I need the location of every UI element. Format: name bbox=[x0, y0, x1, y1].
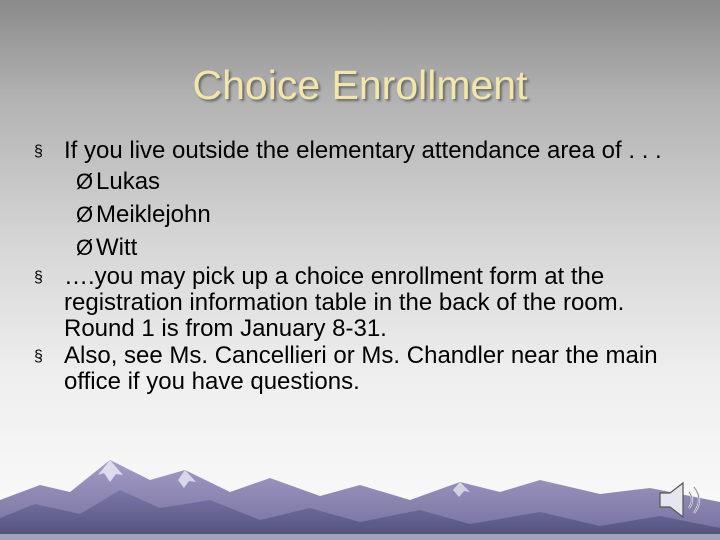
sub-bullet-item bbox=[34, 231, 674, 264]
bullet-marker: § bbox=[34, 269, 43, 286]
speaker-icon[interactable] bbox=[654, 478, 710, 522]
sub-bullet-item bbox=[34, 198, 674, 231]
bullet-text: If you live outside the elementary attendance area of . . . bbox=[64, 137, 662, 164]
sub-bullet-text: Meiklejohn bbox=[96, 201, 211, 228]
bullet-item bbox=[34, 264, 674, 342]
mountain-range-illustration bbox=[0, 430, 720, 540]
sub-bullet-text: Witt bbox=[96, 234, 138, 261]
bullet-text: ….you may pick up a choice enrollment form at the registration information table in the back of the room. Round 1 is from January 8-31. bbox=[64, 263, 625, 342]
sub-bullet-text: Lukas bbox=[96, 168, 161, 195]
slide-title: Choice Enrollment bbox=[192, 62, 528, 108]
bullet-marker: § bbox=[34, 143, 43, 160]
sub-bullet-item bbox=[34, 165, 674, 198]
slide-body bbox=[34, 138, 674, 396]
arrow-bullet-icon: Ø bbox=[76, 169, 94, 194]
bullet-marker: § bbox=[34, 348, 43, 365]
bullet-item bbox=[34, 138, 674, 164]
arrow-bullet-icon: Ø bbox=[76, 235, 94, 260]
bullet-text: Also, see Ms. Cancellieri or Ms. Chandler near the main office if you have questions. bbox=[64, 342, 658, 395]
bullet-item bbox=[34, 343, 674, 395]
arrow-bullet-icon: Ø bbox=[76, 202, 94, 227]
